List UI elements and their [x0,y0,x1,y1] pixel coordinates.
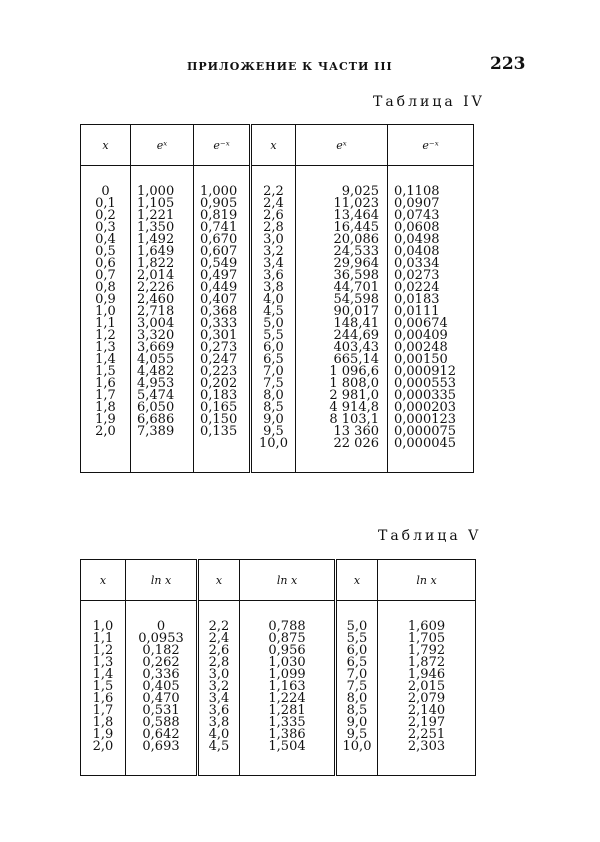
table-cell: 0,407 [200,292,238,307]
table-cell: 1,1 [92,631,114,646]
table-cell: 3,0 [208,667,230,682]
table-cell: 0,368 [200,304,238,319]
table-cell: 2,4 [208,631,230,646]
table-cell: 0 [101,184,110,199]
table-cell: 7,389 [137,424,175,439]
table-cell: 1 808,0 [329,376,379,391]
table-cell: 1,281 [268,703,306,718]
table-cell: 2 981,0 [329,388,379,403]
table-cell: 90,017 [333,304,379,319]
table-cell: 1,8 [95,400,116,415]
table-cell: 3,004 [137,316,175,331]
table-cell: 1,8 [92,715,114,730]
table-v-caption: Таблица V [378,528,482,544]
table-cell: 0,165 [200,400,238,415]
table-cell: 0,0953 [138,631,184,646]
table-cell: 2,2 [263,184,284,199]
table-cell: 4 914,8 [329,400,379,415]
table-cell: 10,0 [342,739,372,754]
table-cell: 1,6 [95,376,116,391]
table-cell: 0,6 [95,256,116,271]
table-cell: 8,5 [346,703,368,718]
table-cell: 0,741 [200,220,238,235]
table-v-col-ln1 [129,601,193,775]
table-cell: 10,0 [259,436,288,451]
table-cell: 2,0 [95,424,116,439]
table-cell: 1 096,6 [329,364,379,379]
table-cell: 6,686 [137,412,175,427]
table-cell: 0,0498 [394,232,440,247]
col-header: eˣ [296,125,388,166]
table-iv [80,124,474,473]
table-cell: 4,5 [263,304,284,319]
table-cell: 0,670 [200,232,238,247]
table-cell: 0,0408 [394,244,440,259]
table-v [80,559,476,776]
table-cell: 2,460 [137,292,175,307]
table-cell: 2,8 [208,655,230,670]
table-cell: 1,2 [95,328,116,343]
table-cell: 0,905 [200,196,238,211]
table-cell: 2,197 [407,715,446,730]
table-cell: 0,182 [142,643,180,658]
table-cell: 4,5 [208,739,230,754]
table-cell: 4,953 [137,376,175,391]
table-cell: 9,5 [263,424,284,439]
running-title: ПРИЛОЖЕНИЕ К ЧАСТИ III [187,60,393,73]
table-cell: 2,140 [407,703,446,718]
table-cell: 2,014 [137,268,175,283]
table-cell: 22 026 [333,436,379,451]
table-cell: 0,531 [142,703,180,718]
table-cell: 9,5 [346,727,368,742]
table-cell: 0,273 [200,340,238,355]
table-cell: 665,14 [333,352,379,367]
table-cell: 5,0 [263,316,284,331]
table-cell: 1,872 [407,655,446,670]
table-cell: 54,598 [333,292,379,307]
table-cell: 0,000123 [394,412,457,427]
table-cell: 8,0 [263,388,284,403]
table-cell: 1,030 [268,655,306,670]
table-cell: 1,792 [407,643,446,658]
table-cell: 3,4 [208,691,230,706]
table-cell: 3,6 [208,703,230,718]
table-cell: 1,5 [92,679,114,694]
table-cell: 1,221 [137,208,175,223]
table-cell: 0,000045 [394,436,457,451]
table-cell: 0,00674 [394,316,448,331]
col-header: ln x [126,560,198,601]
table-cell: 0,1108 [394,184,440,199]
table-cell: 13,464 [333,208,379,223]
table-cell: 0,000203 [394,400,457,415]
table-cell: 1,504 [268,739,306,754]
table-cell: 0,0111 [394,304,440,319]
table-cell: 0,150 [200,412,238,427]
table-cell: 5,5 [346,631,368,646]
table-cell: 1,6 [92,691,114,706]
table-cell: 3,2 [208,679,230,694]
table-cell: 1,5 [95,364,116,379]
table-cell: 1,350 [137,220,175,235]
table-cell: 0,135 [200,424,238,439]
table-cell: 0,000912 [394,364,457,379]
table-cell: 1,2 [92,643,114,658]
table-cell: 3,4 [263,256,284,271]
table-cell: 1,3 [92,655,114,670]
table-cell: 0,00248 [394,340,448,355]
table-cell: 0,7 [95,268,116,283]
table-cell: 0,405 [142,679,180,694]
table-cell: 0,470 [142,691,180,706]
table-cell: 1,163 [268,679,306,694]
table-cell: 1,705 [407,631,446,646]
table-cell: 11,023 [333,196,379,211]
table-cell: 0,497 [200,268,238,283]
table-cell: 3,320 [137,328,175,343]
table-cell: 0,607 [200,244,238,259]
table-cell: 13 360 [333,424,379,439]
table-cell: 0,223 [200,364,238,379]
col-header: e⁻ˣ [388,125,474,166]
table-cell: 1,0 [92,619,114,634]
table-cell: 0,8 [95,280,116,295]
table-cell: 0 [156,619,166,634]
table-cell: 20,086 [333,232,379,247]
table-cell: 0,247 [200,352,238,367]
table-cell: 1,649 [137,244,175,259]
table-cell: 0,588 [142,715,180,730]
table-cell: 148,41 [333,316,379,331]
table-cell: 0,301 [200,328,238,343]
col-header: x [81,560,126,601]
table-cell: 2,015 [407,679,446,694]
table-cell: 0,0224 [394,280,440,295]
table-cell: 0,5 [95,244,116,259]
table-cell: 3,6 [263,268,284,283]
table-cell: 0,642 [142,727,180,742]
table-cell: 1,9 [95,412,116,427]
table-cell: 1,4 [95,352,116,367]
table-cell: 44,701 [333,280,379,295]
table-cell: 1,105 [137,196,175,211]
table-cell: 2,0 [92,739,114,754]
table-cell: 2,251 [407,727,446,742]
table-v-col-x1 [84,601,122,775]
table-iv-col-ex1 [137,166,190,460]
table-cell: 6,0 [263,340,284,355]
table-cell: 0,00409 [394,328,448,343]
table-cell: 7,0 [346,667,368,682]
table-cell: 0,0907 [394,196,440,211]
table-cell: 0,183 [200,388,238,403]
table-cell: 2,8 [263,220,284,235]
col-header: x [251,125,296,166]
table-cell: 1,7 [95,388,116,403]
table-cell: 36,598 [333,268,379,283]
col-header: ln x [378,560,476,601]
table-cell: 1,335 [268,715,306,730]
table-cell: 29,964 [333,256,379,271]
table-cell: 9,025 [341,184,379,199]
table-cell: 9,0 [263,412,284,427]
table-cell: 24,533 [333,244,379,259]
table-cell: 1,3 [95,340,116,355]
table-cell: 0,0273 [394,268,440,283]
table-cell: 1,224 [268,691,306,706]
table-cell: 0,336 [142,667,180,682]
table-v-col-x3 [340,601,374,775]
table-cell: 0,0334 [394,256,440,271]
table-cell: 0,549 [200,256,238,271]
table-cell: 1,386 [268,727,306,742]
table-iv-col-enx1 [200,166,246,460]
table-cell: 0,000335 [394,388,457,403]
table-cell: 1,099 [268,667,306,682]
table-cell: 403,43 [333,340,379,355]
table-cell: 3,0 [263,232,284,247]
table-cell: 0,788 [268,619,306,634]
table-cell: 0,956 [268,643,306,658]
table-cell: 1,9 [92,727,114,742]
table-cell: 1,7 [92,703,114,718]
table-cell: 0,0743 [394,208,440,223]
table-cell: 2,2 [208,619,230,634]
table-cell: 0,1 [95,196,116,211]
table-v-col-ln2 [243,601,331,775]
table-cell: 1,822 [137,256,175,271]
table-cell: 3,8 [263,280,284,295]
table-cell: 0,262 [142,655,180,670]
page-number: 223 [490,54,526,74]
table-cell: 0,202 [200,376,238,391]
table-iv-caption: Таблица IV [373,94,485,110]
table-iv-col-ex2 [299,166,379,472]
table-cell: 1,492 [137,232,175,247]
table-cell: 8,5 [263,400,284,415]
col-header: ln x [240,560,336,601]
table-cell: 1,946 [407,667,446,682]
table-cell: 0,449 [200,280,238,295]
table-iv-header-row [81,125,474,166]
table-cell: 1,609 [407,619,446,634]
table-cell: 2,303 [407,739,446,754]
table-cell: 0,4 [95,232,116,247]
col-header: x [198,560,240,601]
table-cell: 0,2 [95,208,116,223]
table-cell: 2,6 [263,208,284,223]
table-cell: 4,055 [137,352,175,367]
table-v-body-row [81,601,476,776]
table-iv-col-x2 [255,166,292,472]
table-cell: 1,4 [92,667,114,682]
table-cell: 7,0 [263,364,284,379]
table-cell: 0,00150 [394,352,448,367]
table-cell: 5,474 [137,388,175,403]
table-iv-col-x1 [84,166,127,460]
table-cell: 1,1 [95,316,116,331]
table-v-header-row [81,560,476,601]
table-v-col-ln3 [381,601,472,775]
table-cell: 4,482 [137,364,175,379]
table-cell: 2,718 [137,304,175,319]
table-cell: 0,000553 [394,376,457,391]
table-cell: 0,3 [95,220,116,235]
table-cell: 9,0 [346,715,368,730]
table-iv-body-row [81,166,474,473]
table-cell: 7,5 [263,376,284,391]
col-header: eˣ [131,125,194,166]
table-cell: 8,0 [346,691,368,706]
table-cell: 2,6 [208,643,230,658]
col-header: x [336,560,378,601]
table-cell: 6,0 [346,643,368,658]
table-cell: 0,875 [268,631,306,646]
table-cell: 1,000 [137,184,175,199]
table-cell: 0,693 [142,739,180,754]
table-cell: 1,0 [95,304,116,319]
table-v-col-x2 [202,601,236,775]
table-cell: 2,079 [407,691,446,706]
table-cell: 3,669 [137,340,175,355]
table-cell: 0,819 [200,208,238,223]
table-cell: 16,445 [333,220,379,235]
table-cell: 6,050 [137,400,175,415]
table-cell: 2,4 [263,196,284,211]
col-header: e⁻ˣ [194,125,251,166]
table-cell: 4,0 [263,292,284,307]
table-cell: 244,69 [333,328,379,343]
table-cell: 5,5 [263,328,284,343]
table-cell: 1,000 [200,184,238,199]
table-cell: 6,5 [263,352,284,367]
table-cell: 0,0183 [394,292,440,307]
table-iv-col-enx2 [394,166,470,472]
table-cell: 0,000075 [394,424,457,439]
table-cell: 6,5 [346,655,368,670]
table-cell: 5,0 [346,619,368,634]
table-cell: 3,8 [208,715,230,730]
table-cell: 0,9 [95,292,116,307]
table-cell: 7,5 [346,679,368,694]
table-cell: 4,0 [208,727,230,742]
col-header: x [81,125,131,166]
table-cell: 0,0608 [394,220,440,235]
table-cell: 3,2 [263,244,284,259]
table-cell: 0,333 [200,316,238,331]
table-cell: 8 103,1 [329,412,379,427]
table-cell: 2,226 [137,280,175,295]
